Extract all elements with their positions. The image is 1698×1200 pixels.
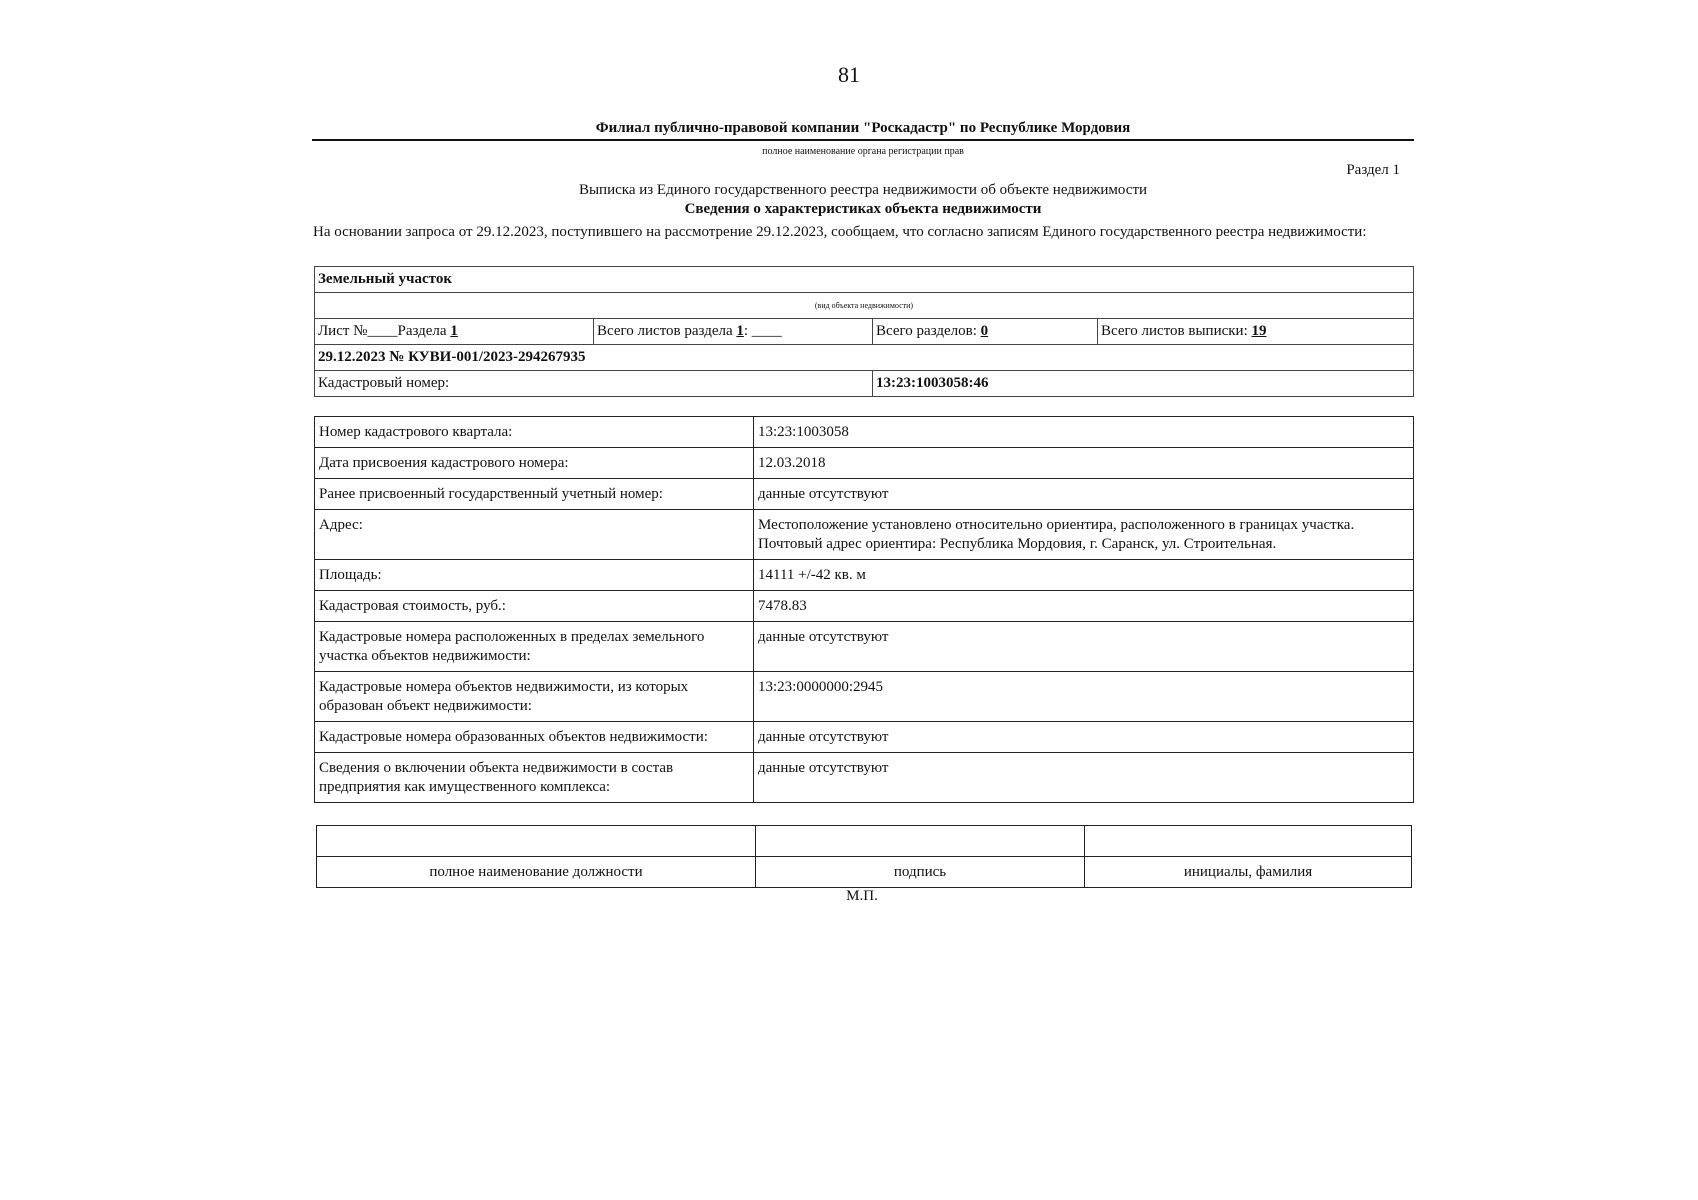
total-sheets-section-suffix: : ____ xyxy=(743,323,782,339)
page-number: 81 xyxy=(838,62,860,87)
object-kind-row xyxy=(315,267,1414,293)
authority-underline xyxy=(312,139,1414,141)
row-key: Номер кадастрового квартала: xyxy=(315,417,754,448)
table-row xyxy=(315,417,1414,448)
position-caption: полное наименование должности xyxy=(317,857,756,888)
object-kind-caption-row xyxy=(315,293,1414,319)
name-blank xyxy=(1085,826,1412,857)
characteristics-table xyxy=(314,416,1414,803)
row-value: Местоположение установлено относительно ориентира, расположенного в границах участка. Почтовый адрес ориентира: Республика Мордовия, г. Саранск, ул. Строительная. xyxy=(754,510,1414,560)
row-key: Ранее присвоенный государственный учетный номер: xyxy=(315,479,754,510)
cadastral-number-value: 13:23:1003058:46 xyxy=(873,371,1414,397)
signature-blank-row xyxy=(317,826,1412,857)
sheet-section: 1 xyxy=(450,323,458,339)
total-sheets-section-label: Всего листов раздела xyxy=(597,323,737,339)
total-sections-label: Всего разделов: xyxy=(876,323,981,339)
total-sheets-cell xyxy=(1098,319,1414,345)
row-key: Кадастровые номера объектов недвижимости, из которых образован объект недвижимости: xyxy=(315,672,754,722)
table-row xyxy=(315,622,1414,672)
signature-table xyxy=(316,825,1412,888)
object-kind: Земельный участок xyxy=(315,267,1414,293)
table-row xyxy=(315,753,1414,803)
row-value: 12.03.2018 xyxy=(754,448,1414,479)
table-row xyxy=(315,448,1414,479)
row-key: Кадастровые номера образованных объектов недвижимости: xyxy=(315,722,754,753)
row-value: данные отсутствуют xyxy=(754,479,1414,510)
authority-caption: полное наименование органа регистрации прав xyxy=(762,146,964,157)
extract-header-table xyxy=(314,266,1414,397)
registration-authority-name: Филиал публично-правовой компании "Роскадастр" по Республике Мордовия xyxy=(595,120,1131,136)
cadastral-number-label: Кадастровый номер: xyxy=(315,371,873,397)
row-key: Дата присвоения кадастрового номера: xyxy=(315,448,754,479)
document-number: 29.12.2023 № КУВИ-001/2023-294267935 xyxy=(315,345,1414,371)
row-value: 13:23:1003058 xyxy=(754,417,1414,448)
table-row xyxy=(315,560,1414,591)
row-key: Площадь: xyxy=(315,560,754,591)
sheet-label: Лист №____Раздела xyxy=(318,323,451,339)
signature-blank xyxy=(756,826,1085,857)
table-row xyxy=(315,672,1414,722)
row-value: 7478.83 xyxy=(754,591,1414,622)
row-value: данные отсутствуют xyxy=(754,722,1414,753)
row-value: 13:23:0000000:2945 xyxy=(754,672,1414,722)
section-label: Раздел 1 xyxy=(1346,162,1400,178)
position-blank xyxy=(317,826,756,857)
total-sheets-label: Всего листов выписки: xyxy=(1101,323,1252,339)
signature-caption: подпись xyxy=(756,857,1085,888)
cadastral-number-row xyxy=(315,371,1414,397)
name-caption: инициалы, фамилия xyxy=(1085,857,1412,888)
table-row xyxy=(315,722,1414,753)
row-key: Кадастровые номера расположенных в пределах земельного участка объектов недвижимости: xyxy=(315,622,754,672)
row-value: данные отсутствуют xyxy=(754,753,1414,803)
sheet-number-cell xyxy=(315,319,594,345)
sheet-info-row xyxy=(315,319,1414,345)
total-sections-cell xyxy=(873,319,1098,345)
document-number-row xyxy=(315,345,1414,371)
extract-title: Выписка из Единого государственного реестра недвижимости об объекте недвижимости xyxy=(578,182,1148,198)
stamp-label: М.П. xyxy=(846,888,878,904)
row-value: 14111 +/-42 кв. м xyxy=(754,560,1414,591)
extract-subtitle: Сведения о характеристиках объекта недвижимости xyxy=(684,201,1042,217)
total-sheets-value: 19 xyxy=(1251,323,1267,339)
total-sheets-section-cell xyxy=(594,319,873,345)
row-key: Сведения о включении объекта недвижимости в состав предприятия как имущественного комплекса: xyxy=(315,753,754,803)
signature-caption-row xyxy=(317,857,1412,888)
row-value: данные отсутствуют xyxy=(754,622,1414,672)
table-row xyxy=(315,591,1414,622)
total-sections-value: 0 xyxy=(980,323,989,339)
intro-text: На основании запроса от 29.12.2023, поступившего на рассмотрение 29.12.2023, сообщаем, что согласно записям Единого государственного реестра недвижимости: xyxy=(313,224,1367,240)
object-kind-caption: (вид объекта недвижимости) xyxy=(315,293,1414,319)
total-sheets-section-value: 1 xyxy=(736,323,744,339)
table-row xyxy=(315,479,1414,510)
table-row xyxy=(315,510,1414,560)
row-key: Кадастровая стоимость, руб.: xyxy=(315,591,754,622)
row-key: Адрес: xyxy=(315,510,754,560)
